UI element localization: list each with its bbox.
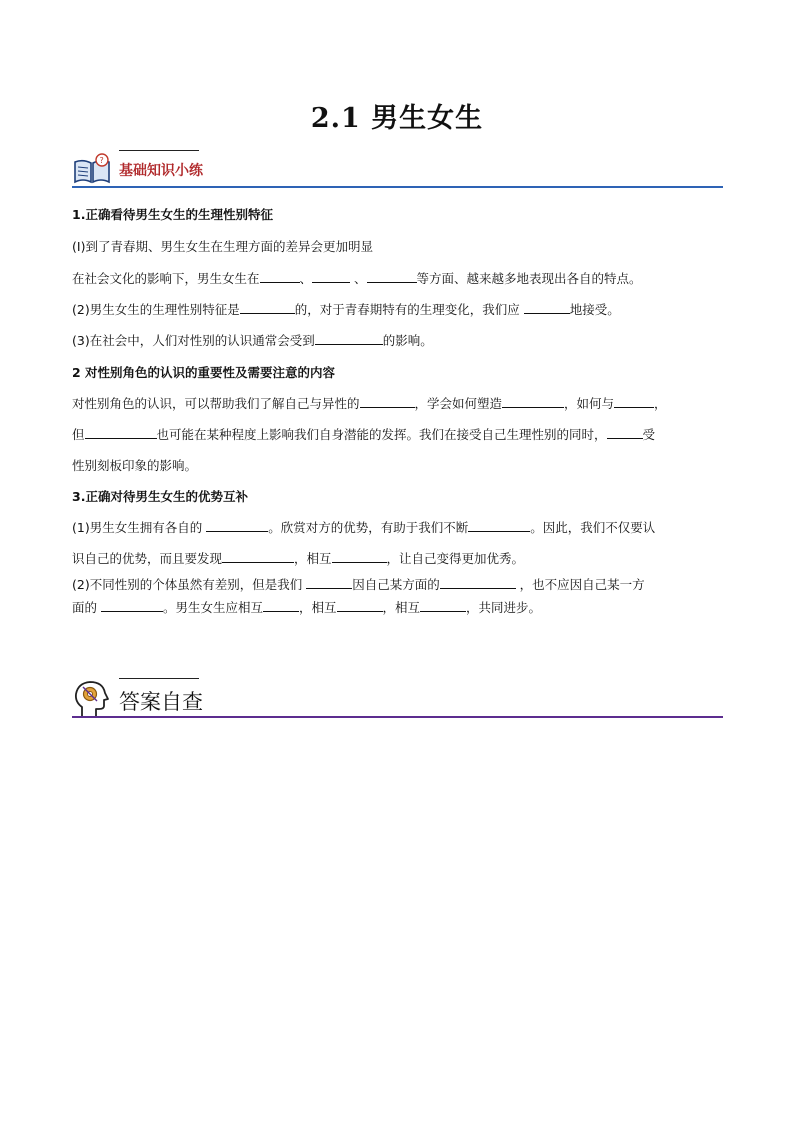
section-header-basic-knowledge [72,150,723,190]
fill-blank[interactable] [367,270,417,283]
fill-blank[interactable] [337,599,383,612]
q1-line-2 [72,269,642,287]
text: 但 [72,427,85,442]
q2-line-1 [72,394,667,412]
q1-line-1: (I)到了青春期、男生女生在生理方面的差异会更加明显 [72,239,373,254]
fill-blank[interactable] [85,426,157,439]
q1-line-3 [72,300,620,318]
text: ，共同进步。 [466,600,542,615]
fill-blank[interactable] [502,395,564,408]
fill-blank[interactable] [420,599,466,612]
text: 、 [350,271,367,286]
text: ，如何与 [564,396,615,411]
q3-line-4 [72,598,541,616]
page-title: 2.1 男生女生 [310,103,484,134]
question-2-heading: 2 对性别角色的认识的重要性及需要注意的内容 [72,365,336,380]
header-accent-line [119,678,199,679]
q3-line-1 [72,518,655,536]
q2-line-2 [72,425,655,443]
text: 受 [642,427,656,442]
q1-line-4 [72,331,433,349]
fill-blank[interactable] [206,519,268,532]
text: ，学会如何塑造 [414,396,503,411]
text: 对性别角色的认识，可以帮助我们了解自己与异性的 [72,396,360,411]
fill-blank[interactable] [240,301,295,314]
text: (2)男生女生的生理性别特征是 [72,302,240,317]
text: 。欣赏对方的优势，有助于我们不断 [268,520,469,535]
open-book-icon [72,152,112,186]
text: 也可能在某种程度上影响我们自身潜能的发挥。我们在接受自己生理性别的同时， [156,427,607,442]
text: ，也不应因自己某一方 [515,577,645,592]
text: 。男生女生应相互 [162,600,263,615]
fill-blank[interactable] [101,599,163,612]
text: 识自己的优势，而且要发现 [72,551,223,566]
svg-text:?: ? [99,156,104,165]
question-3-heading: 3.正确对待男生女生的优势互补 [72,489,248,504]
question-1-heading: 1.正确看待男生女生的生理性别特征 [72,207,273,222]
q3-line-3 [72,575,645,593]
fill-blank[interactable] [468,519,530,532]
text: ， [654,396,667,411]
text: ，相互 [382,600,421,615]
fill-blank[interactable] [440,576,516,589]
thinking-head-icon [72,680,112,718]
text: 面的 [72,600,101,615]
q2-line-3: 性别刻板印象的影响。 [72,458,198,473]
section-divider [72,716,723,718]
fill-blank[interactable] [312,270,350,283]
fill-blank[interactable] [524,301,570,314]
q3-line-2 [72,549,524,567]
text: 。因此，我们不仅要认 [530,520,656,535]
fill-blank[interactable] [315,332,383,345]
fill-blank[interactable] [360,395,415,408]
text: (1)男生女生拥有各自的 [72,520,207,535]
text: 的影响。 [382,333,433,348]
section-header-answer-check [72,678,723,718]
fill-blank[interactable] [607,426,643,439]
fill-blank[interactable] [222,550,294,563]
text: ，相互 [299,600,337,615]
text: 等方面、越来越多地表现出各自的特点。 [416,271,642,286]
text: ，相互 [294,551,332,566]
text: 在社会文化的影响下，男生女生在 [72,271,260,286]
fill-blank[interactable] [332,550,387,563]
section-label: 基础知识小练 [119,163,203,179]
text: 地接受。 [569,302,620,317]
text: 的，对于青春期特有的生理变化，我们应 [294,302,524,317]
fill-blank[interactable] [263,599,299,612]
text: 因自己某方面的 [352,577,440,592]
header-accent-line [119,150,199,151]
text: (3)在社会中，人们对性别的认识通常会受到 [72,333,315,348]
section-divider [72,186,723,188]
section-label: 答案自查 [119,690,203,714]
text: 、 [299,271,313,286]
fill-blank[interactable] [614,395,654,408]
fill-blank[interactable] [306,576,352,589]
text: ，让自己变得更加优秀。 [386,551,525,566]
fill-blank[interactable] [260,270,300,283]
text: (2)不同性别的个体虽然有差别，但是我们 [72,577,307,592]
